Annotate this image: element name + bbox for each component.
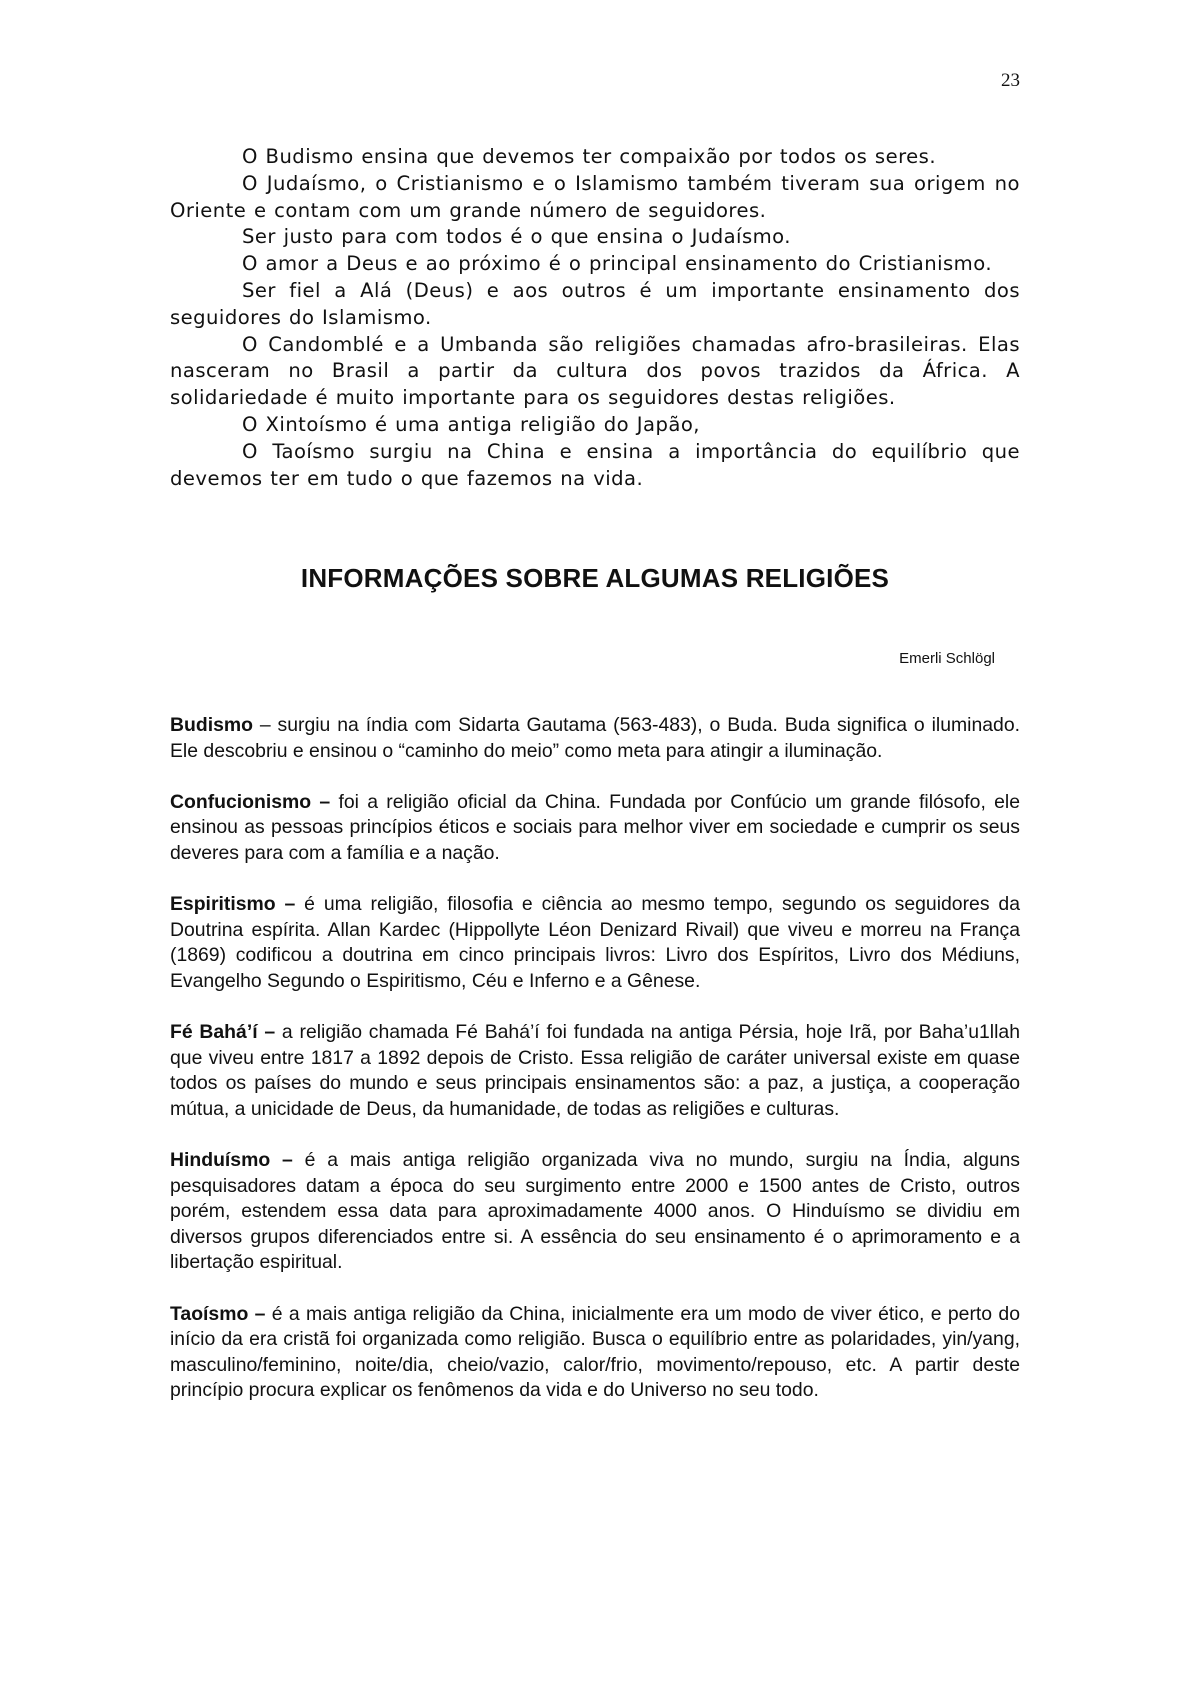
intro-paragraph: Ser fiel a Alá (Deus) e aos outros é um importante ensinamento dos seguidores do Islamismo. (170, 278, 1020, 329)
section-title: INFORMAÇÕES SOBRE ALGUMAS RELIGIÕES (300, 563, 890, 593)
intro-paragraph: O Xintoísmo é uma antiga religião do Japão, (242, 412, 700, 436)
entry-confucionismo (170, 790, 1020, 867)
intro-paragraph: O Judaísmo, o Cristianismo e o Islamismo também tiveram sua origem no Oriente e contam com um grande número de seguidores. (170, 171, 1020, 222)
entry-hinduismo (170, 1148, 1020, 1276)
entry-term: Taoísmo – (170, 1302, 266, 1325)
author-name: Emerli Schlögl (899, 650, 995, 667)
intro-paragraph: O Budismo ensina que devemos ter compaixão por todos os seres. (242, 145, 936, 168)
entry-espiritismo (170, 892, 1020, 994)
entry-term: Fé Bahá’í – (170, 1021, 276, 1044)
entry-text: foi a religião oficial da China. Fundada por Confúcio um grande filósofo, ele ensinou as pessoas princípios éticos e sociais para melhor viver em sociedade e cumprir os seus deveres para com a família e a nação. (170, 790, 1020, 864)
entry-term: Budismo (170, 714, 253, 736)
entry-text: a religião chamada Fé Bahá’í foi fundada na antiga Pérsia, hoje Irã, por Baha’u1llah que viveu entre 1817 a 1892 depois de Cristo. Essa religião de caráter universal existe em quase todos os países do mundo e seus principais ensinamentos são: a paz, a justiça, a cooperação mútua, a unicidade de Deus, da humanidade, de todas as religiões e culturas. (170, 1021, 1020, 1120)
entry-text: é a mais antiga religião da China, inicialmente era um modo de viver ético, e perto do início da era cristã foi organizada como religião. Busca o equilíbrio entre as polaridades, yin/yang, masculino/feminino, noite/dia, cheio/vazio, calor/frio, movimento/repouso, etc. A partir deste princípio procura explicar os fenômenos da vida e do Universo no seu todo. (170, 1302, 1020, 1402)
entry-term: Confucionismo – (170, 790, 331, 813)
religion-entries (170, 713, 1020, 1430)
entry-text: é a mais antiga religião organizada viva no mundo, surgiu na Índia, alguns pesquisadores datam a época do seu surgimento entre 2000 e 1500 antes de Cristo, outros porém, estendem essa data para aproximadamente 4000 anos. O Hinduísmo se dividiu em diversos grupos diferenciados entre si. A essência do seu ensinamento é o aprimoramento e a libertação espiritual. (170, 1149, 1020, 1274)
entry-text: é uma religião, filosofia e ciência ao mesmo tempo, segundo os seguidores da Doutrina espírita. Allan Kardec (Hippollyte Léon Denizard Rivail) que viveu e morreu na França (1869) codificou a doutrina em cinco principais livros: Livro dos Espíritos, Livro dos Médiuns, Evangelho Segundo o Espiritismo, Céu e Inferno e a Gênese. (170, 893, 1020, 992)
intro-paragraph: Ser justo para com todos é o que ensina o Judaísmo. (242, 225, 791, 249)
intro-text (170, 144, 1020, 492)
intro-paragraph: O amor a Deus e ao próximo é o principal ensinamento do Cristianismo. (242, 252, 992, 276)
page-number: 23 (1001, 70, 1020, 91)
entry-fe-bahai (170, 1020, 1020, 1122)
entry-term: Hinduísmo – (170, 1149, 293, 1172)
entry-term: Espiritismo – (170, 893, 296, 916)
entry-taoismo (170, 1302, 1020, 1404)
intro-paragraph: O Candomblé e a Umbanda são religiões chamadas afro-brasileiras. Elas nasceram no Brasil a partir da cultura dos povos trazidos da África. A solidariedade é muito importante para os seguidores destas religiões. (170, 332, 1020, 410)
entry-text: – surgiu na índia com Sidarta Gautama (563-483), o Buda. Buda significa o iluminado. Ele descobriu e ensinou o “caminho do meio” como meta para atingir a iluminação. (170, 714, 1020, 762)
intro-paragraph: O Taoísmo surgiu na China e ensina a importância do equilíbrio que devemos ter em tudo o que fazemos na vida. (170, 439, 1020, 490)
entry-budismo (170, 713, 1020, 764)
